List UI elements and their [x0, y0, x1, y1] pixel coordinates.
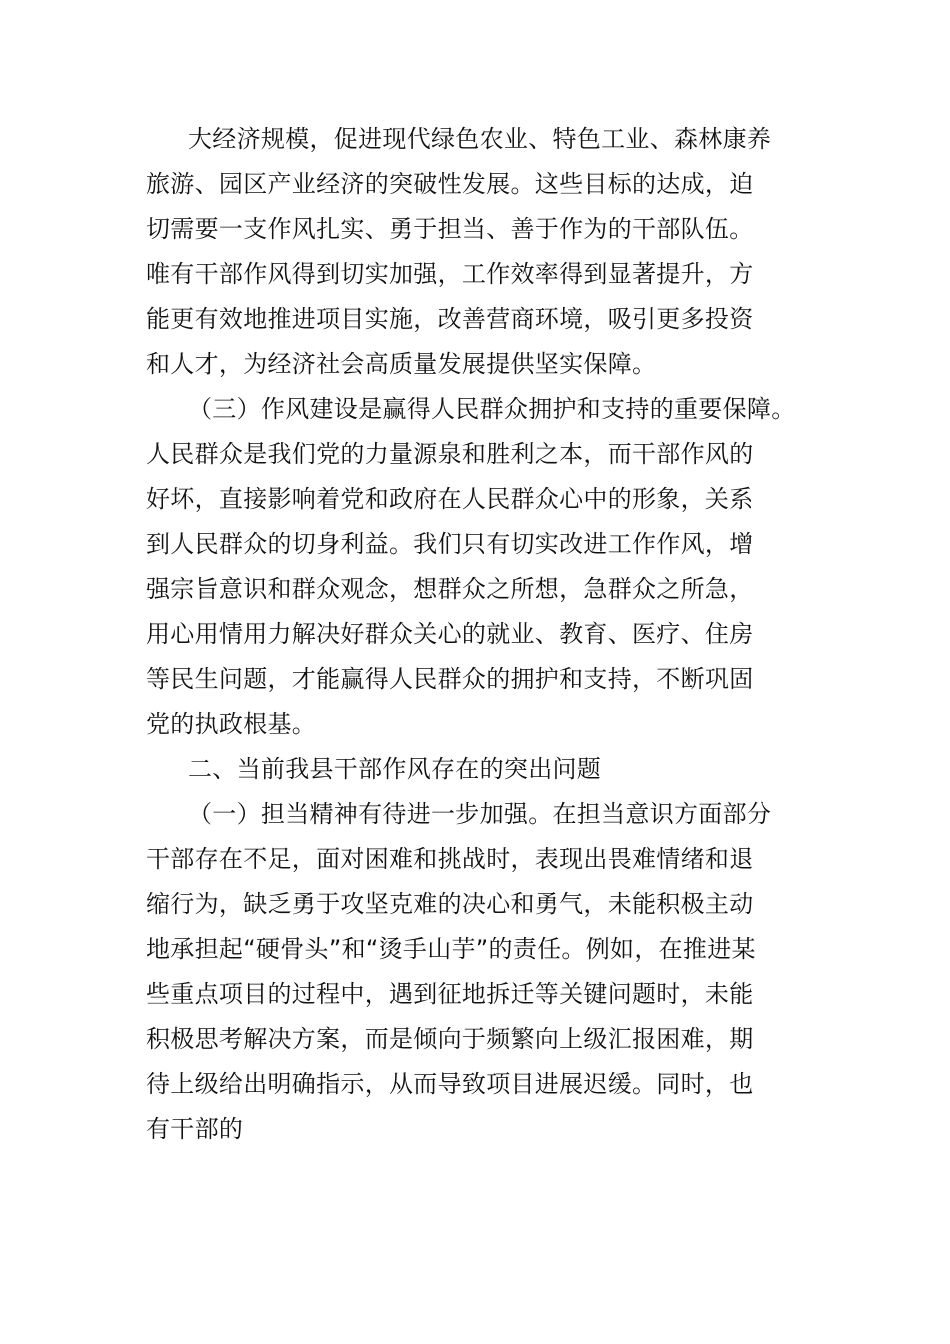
text-line: 唯有干部作风得到切实加强，工作效率得到显著提升，方 — [146, 260, 754, 288]
text-line: 缩行为，缺乏勇于攻坚克难的决心和勇气，未能积极主动 — [146, 890, 754, 918]
text-line: 些重点项目的过程中，遇到征地拆迁等关键问题时，未能 — [146, 980, 754, 1008]
text-line: 切需要一支作风扎实、勇于担当、善于作为的干部队伍。 — [146, 215, 754, 243]
text-line: 干部存在不足，面对困难和挑战时，表现出畏难情绪和退 — [146, 845, 754, 873]
text-line: 等民生问题，才能赢得人民群众的拥护和支持，不断巩固 — [146, 665, 754, 693]
text-line: 待上级给出明确指示，从而导致项目进展迟缓。同时，也 — [146, 1070, 754, 1098]
text-line: 党的执政根基。 — [146, 710, 317, 738]
text-line: 大经济规模，促进现代绿色农业、特色工业、森林康养 — [188, 125, 772, 153]
text-line: 强宗旨意识和群众观念，想群众之所想，急群众之所急， — [146, 575, 754, 603]
section-heading-2: 二、当前我县干部作风存在的突出问题 — [188, 755, 602, 783]
text-line: 到人民群众的切身利益。我们只有切实改进工作作风，增 — [146, 530, 754, 558]
text-line: 和人才，为经济社会高质量发展提供坚实保障。 — [146, 350, 657, 378]
text-line: 人民群众是我们党的力量源泉和胜利之本，而干部作风的 — [146, 440, 754, 468]
text-line: 地承担起“硬骨头”和“烫手山芋”的责任。例如，在推进某 — [146, 935, 756, 963]
subsection-heading-1: （一）担当精神有待进一步加强。在担当意识方面部分 — [188, 800, 772, 828]
text-line: 能更有效地推进项目实施，改善营商环境，吸引更多投资 — [146, 305, 754, 333]
text-line: 积极思考解决方案，而是倾向于频繁向上级汇报困难，期 — [146, 1025, 754, 1053]
section-heading-3: （三）作风建设是赢得人民群众拥护和支持的重要保障。 — [188, 395, 796, 423]
text-line: 有干部的 — [146, 1115, 244, 1143]
text-line: 旅游、园区产业经济的突破性发展。这些目标的达成，迫 — [146, 170, 754, 198]
text-line: 用心用情用力解决好群众关心的就业、教育、医疗、住房 — [146, 620, 754, 648]
text-line: 好坏，直接影响着党和政府在人民群众心中的形象，关系 — [146, 485, 754, 513]
